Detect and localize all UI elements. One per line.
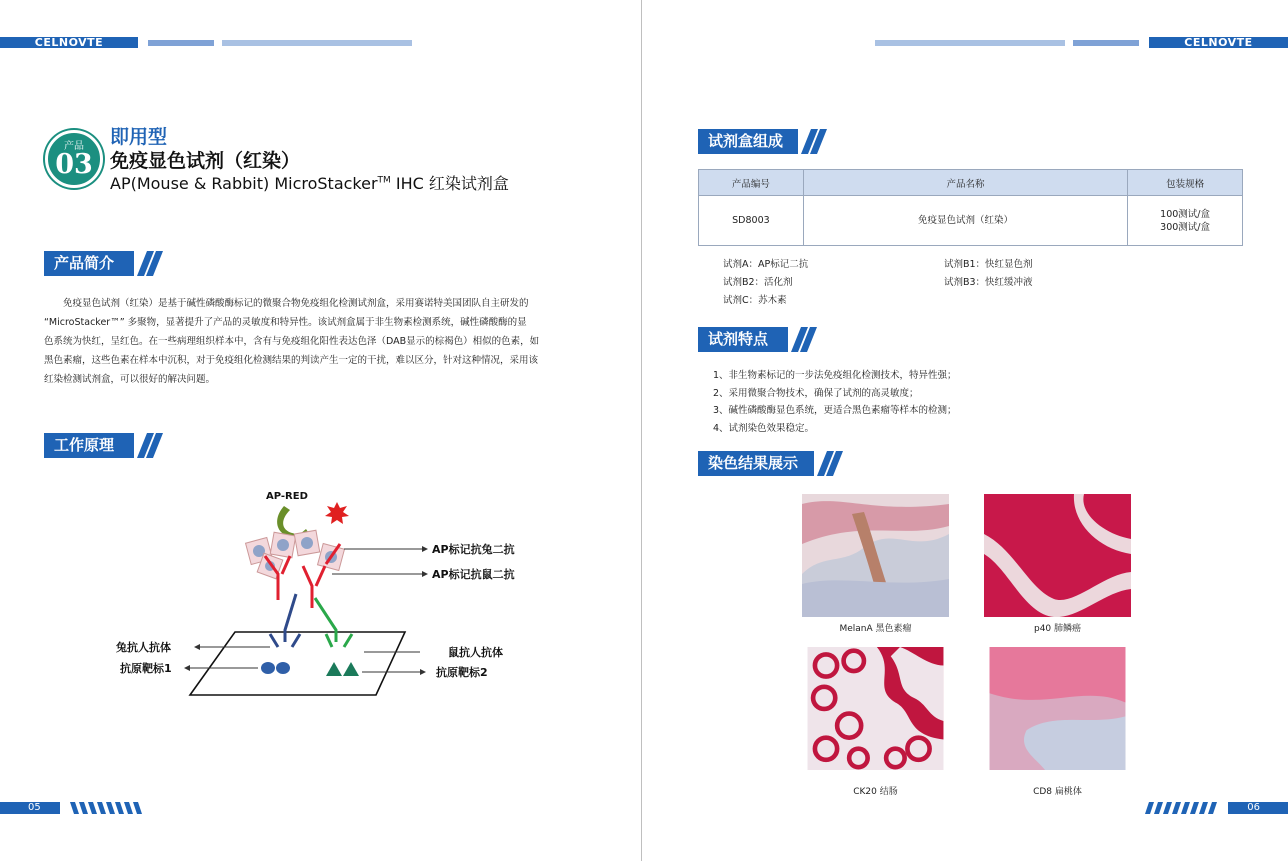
feature-item: 1、非生物素标记的一步法免疫组化检测技术，特异性强；: [713, 370, 957, 381]
product-name: 免疫显色试剂（红染）: [110, 150, 301, 172]
stain-image-cd8: [984, 647, 1131, 770]
intro-line: 红染检测试剂盒，可以很好的解决问题。: [44, 374, 216, 385]
feature-list: [713, 367, 957, 437]
arrow-head-icon: [184, 665, 190, 671]
reagent-item: 试剂B2：活化剂: [723, 277, 793, 288]
intro-line: “MicroStacker™” 多聚物，显著提升了产品的灵敏度和特异性。该试剂盒属于非生物素检测系统，碱性磷酸酶的显: [44, 317, 527, 328]
product-badge: [45, 130, 103, 188]
footer-stripes-icon: [70, 802, 142, 814]
table-header: 产品名称: [803, 170, 1127, 196]
table-header: 产品编号: [699, 170, 804, 196]
mouse-primary-antibody: [315, 598, 352, 647]
spec-line: 100测试/盒: [1160, 208, 1211, 220]
feature-item: 2、采用微聚合物技术，确保了试剂的高灵敏度；: [713, 387, 919, 399]
page-number: 06: [1228, 802, 1288, 814]
product-name-cell: 免疫显色试剂（红染）: [803, 196, 1127, 246]
stain-caption: CD8 扁桃体: [1033, 787, 1082, 797]
intro-paragraph: [44, 294, 589, 389]
polymer-cluster: [246, 530, 345, 579]
label-antigen1: 抗原靶标1: [120, 662, 172, 675]
product-subtitle: [110, 171, 509, 194]
header-bar: [875, 40, 1065, 46]
product-badge-number: 03: [55, 149, 93, 180]
antigen2-icon: [326, 662, 342, 676]
header-bar: [1073, 40, 1139, 46]
spec-line: 300测试/盒: [1160, 221, 1211, 233]
label-mouse-secondary: AP标记抗鼠二抗: [432, 568, 515, 581]
stain-image-melana: [802, 494, 949, 617]
antigen2-icon: [343, 662, 359, 676]
intro-line: 黑色素瘤，这些色素在样本中沉积，对于免疫组化检测结果的判读产生一定的干扰，难以区分，针对这种情况，采用该: [44, 355, 539, 366]
label-antigen2: 抗原靶标2: [436, 666, 488, 679]
section-slash-icon: [791, 327, 817, 352]
section-title: 产品简介: [44, 251, 134, 276]
package-spec: [1128, 196, 1243, 246]
product-subtitle-tail: IHC 红染试剂盒: [390, 174, 509, 193]
left-page: [0, 0, 642, 861]
rabbit-primary-antibody: [270, 594, 300, 647]
section-slash-icon: [137, 251, 163, 276]
product-subtitle-main: AP(Mouse & Rabbit) MicroStacker: [110, 174, 378, 193]
feature-item: 3、碱性磷酸酶显色系统，更适合黑色素瘤等样本的检测；: [713, 405, 957, 416]
reagent-item: 试剂A：AP标记二抗: [723, 259, 809, 270]
label-rabbit-secondary: AP标记抗兔二抗: [432, 543, 515, 556]
arrow-head-icon: [422, 571, 428, 577]
ap-red-label: AP-RED: [266, 491, 308, 502]
antigen1-icon: [261, 662, 275, 674]
intro-line: 免疫显色试剂（红染）是基于碱性磷酸酶标记的微聚合物免疫组化检测试剂盒，采用赛诺特美国团队自主研发的: [44, 298, 529, 309]
tissue-platform: [190, 632, 405, 695]
brand-logo: CELNOVTE: [1149, 37, 1288, 48]
section-slash-icon: [801, 129, 827, 154]
trademark: TM: [377, 175, 391, 186]
stain-image-p40: [984, 494, 1131, 617]
section-title: 染色结果展示: [698, 451, 814, 476]
section-title: 试剂盒组成: [698, 129, 798, 154]
right-page: [643, 0, 1288, 861]
principle-diagram: [100, 482, 540, 712]
reagent-item: 试剂B1：快红显色剂: [944, 259, 1033, 270]
section-title: 试剂特点: [698, 327, 788, 352]
label-mouse-primary: 鼠抗人抗体: [448, 646, 503, 659]
brand-logo: CELNOVTE: [0, 37, 138, 48]
stain-caption: MelanA 黑色素瘤: [839, 624, 912, 634]
page-number: 05: [0, 802, 60, 814]
stain-caption: CK20 结肠: [853, 787, 898, 797]
feature-item: 4、试剂染色效果稳定。: [713, 422, 815, 434]
reagent-item: 试剂C：苏木素: [723, 295, 787, 306]
intro-line: 色系统为快红，呈红色。在一些病理组织样本中，含有与免疫组化阳性表达色泽（DAB显示的棕褐色）相似的色素，如: [44, 336, 540, 347]
header-bar: [148, 40, 214, 46]
antigen1-icon: [276, 662, 290, 674]
arrow-head-icon: [194, 644, 200, 650]
table-header-row: [699, 170, 1243, 196]
stain-image-ck20: [802, 647, 949, 770]
table-row: [699, 196, 1243, 246]
section-title: 工作原理: [44, 433, 134, 458]
product-type: 即用型: [110, 126, 168, 148]
footer-stripes-icon: [1145, 802, 1217, 814]
red-star-icon: [325, 502, 349, 524]
header-bar: [222, 40, 412, 46]
product-code: SD8003: [699, 196, 804, 246]
arrow-head-icon: [422, 546, 428, 552]
label-rabbit-primary: 兔抗人抗体: [116, 641, 171, 654]
page-spine: [641, 0, 642, 861]
section-slash-icon: [817, 451, 843, 476]
kit-table: [698, 169, 1243, 246]
product-badge-label: 产品: [64, 141, 84, 152]
stain-caption: p40 肺鳞癌: [1033, 624, 1082, 634]
reagent-item: 试剂B3：快红缓冲液: [944, 277, 1033, 288]
arrow-head-icon: [420, 669, 426, 675]
section-slash-icon: [137, 433, 163, 458]
label-arrows: [190, 549, 422, 672]
table-header: 包装规格: [1128, 170, 1243, 196]
